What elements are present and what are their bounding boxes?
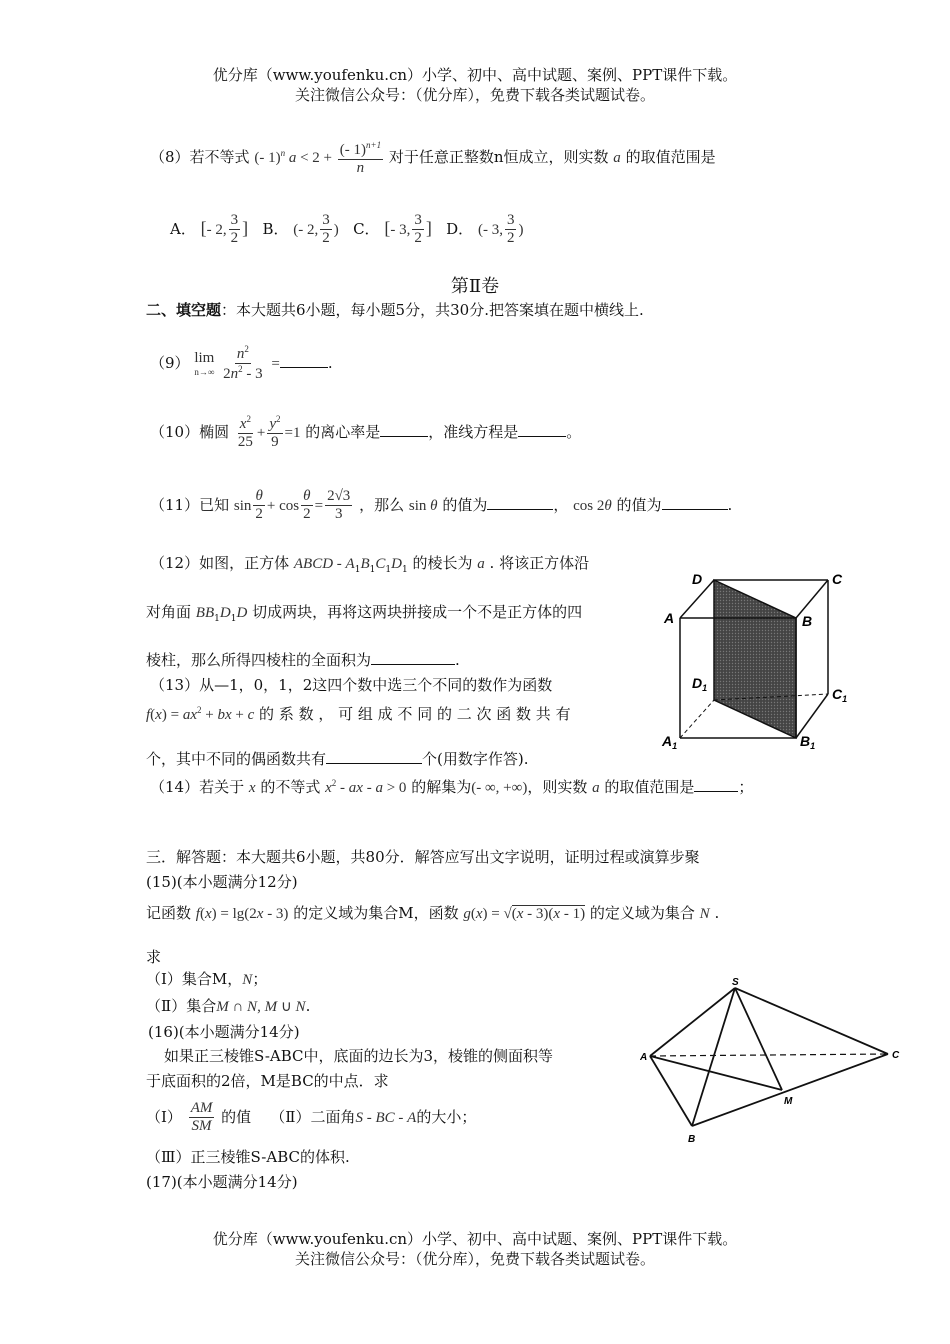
option-c-value: [ bbox=[384, 217, 391, 238]
q16-sub-3: （Ⅲ）正三棱锥S-ABC的体积. bbox=[146, 1148, 350, 1166]
option-d-value: (- 3, bbox=[477, 221, 503, 238]
question-13-line-1: （13）从—1，0，1，2这四个数中选三个不同的数作为函数 bbox=[150, 676, 553, 694]
question-13-line-2: $f(x) = ax^2$ + bx + c 的 系 数 ， 可 组 成 不 同 的 二 次 函 数 共 有 bbox=[146, 705, 571, 723]
cube-label-a: A bbox=[664, 610, 675, 626]
option-c-label: C． bbox=[353, 219, 380, 238]
option-d-label: D． bbox=[446, 219, 474, 238]
diagonal-plane bbox=[714, 580, 796, 738]
q15-header: (15)(本小题满分12分) bbox=[146, 873, 298, 891]
pyramid-label-a: A bbox=[640, 1052, 648, 1063]
cube-label-d1: $D_1$ bbox=[692, 675, 708, 693]
pyramid-label-s: S bbox=[732, 977, 739, 988]
pyramid-label-m: M bbox=[784, 1096, 793, 1107]
cube-label-c1: $C_1$ bbox=[832, 686, 848, 704]
cube-label-d: D bbox=[692, 571, 703, 587]
option-a-label: A． bbox=[170, 219, 196, 238]
q16-line-1: 如果正三棱锥S-ABC中，底面的边长为3，棱锥的侧面积等 bbox=[164, 1047, 554, 1065]
q16-header: (16)(本小题满分14分) bbox=[148, 1023, 300, 1041]
pyramid-label-b: B bbox=[688, 1134, 696, 1145]
pyramid-label-c: C bbox=[892, 1050, 900, 1061]
header-line-1: 优分库（www.youfenku.cn）小学、初中、高中试题、案例、PPT课件下载。 bbox=[212, 66, 738, 84]
q15-sub-2: （Ⅱ）集合M ∩ N, M ∪ N. bbox=[146, 997, 311, 1015]
question-13-line-3: 个，其中不同的偶函数共有 个(用数字作答). bbox=[146, 750, 529, 768]
q8-inequality: (- 1)$^n$ a < 2 + $\frac{(- 1)^{n+1}}{n}$ bbox=[254, 140, 382, 177]
q15-line-2: 求 bbox=[146, 948, 162, 966]
question-11: （11）已知 sin $\frac{\theta}{2}$ + cos $\frac{\theta}{2}$ = $\frac{2√3}{3}$ ，那么 sin θ 的值为 ， cos 2θ 的值为 . bbox=[150, 488, 733, 523]
option-b-label: B． bbox=[262, 219, 289, 238]
q8-options: A． [- 2, $\frac{3}{2}$ ] B． (- 2, $\frac{3}{2}$ ) C． [- 3, $\frac{3}{2}$ ] D． (- 3, $\frac{3}{2}$ ) bbox=[170, 212, 524, 247]
footer-line-1: 优分库（www.youfenku.cn）小学、初中、高中试题、案例、PPT课件下载。 bbox=[212, 1230, 738, 1248]
pyramid-figure bbox=[640, 976, 910, 1146]
q15-sub-1: （Ⅰ）集合M，N； bbox=[146, 970, 268, 988]
cube-label-c: C bbox=[832, 571, 843, 587]
q15-line-1: 记函数 f(x) = lg(2x - 3) 的定义域为集合M，函数 g(x) = √(x - 3)(x - 1) 的定义域为集合 N . bbox=[146, 904, 720, 922]
option-b-value: (- 2, bbox=[293, 221, 319, 238]
question-10: （10）椭圆 $\frac{x^2}{25}$ + $\frac{y^2}{9}$ =1 的离心率是 ，准线方程是 。 bbox=[150, 414, 582, 451]
part-2-instructions: 二、填空题：本大题共6小题，每小题5分，共30分.把答案填在题中横线上. bbox=[146, 301, 644, 319]
question-9: （9） lim n→∞ $\frac{n^2}{2n^2 - 3}$ = . bbox=[150, 344, 333, 383]
question-8: （8）若不等式 (- 1)$^n$ a < 2 + $\frac{(- 1)^{n+1}}{n}$ 对于任意正整数n恒成立，则实数 a 的取值范围是 bbox=[150, 140, 716, 177]
cube-figure bbox=[656, 566, 856, 756]
cube-label-a1: $A_1$ bbox=[662, 733, 678, 751]
part-2-title: 第Ⅱ卷 bbox=[450, 276, 500, 297]
question-12-line-2: 对角面 $BB_1D_1D$ 切成两块，再将这两块拼接成一个不是正方体的四 bbox=[146, 603, 583, 624]
part-3-heading: 三．解答题：本大题共6小题，共80分．解答应写出文字说明，证明过程或演算步聚 bbox=[146, 848, 700, 866]
question-14: （14）若关于 x 的不等式 $x^2$ - ax - a > 0 的解集为(- ∞, +∞)，则实数 a 的取值范围是 ； bbox=[150, 778, 754, 796]
question-12-line-3: 棱柱，那么所得四棱柱的全面积为 . bbox=[146, 651, 460, 669]
option-a-value: [ bbox=[200, 217, 207, 238]
question-12-line-1: （12）如图，正方体 ABCD - $A_1B_1C_1D_1$ 的棱长为 a . 将该正方体沿 bbox=[150, 554, 590, 575]
q17-header: (17)(本小题满分14分) bbox=[146, 1173, 298, 1191]
cube-label-b1: $B_1$ bbox=[800, 733, 816, 751]
q16-sub-1-2: （Ⅰ） $\frac{AM}{SM}$ 的值 （Ⅱ）二面角S - BC - A的大小； bbox=[146, 1100, 477, 1135]
cube-label-b: B bbox=[802, 613, 813, 629]
footer-line-2: 关注微信公众号：（优分库），免费下载各类试题试卷。 bbox=[294, 1250, 655, 1268]
q16-line-2: 于底面积的2倍，M是BC的中点．求 bbox=[146, 1072, 389, 1090]
header-line-2: 关注微信公众号：（优分库），免费下载各类试题试卷。 bbox=[294, 86, 655, 104]
